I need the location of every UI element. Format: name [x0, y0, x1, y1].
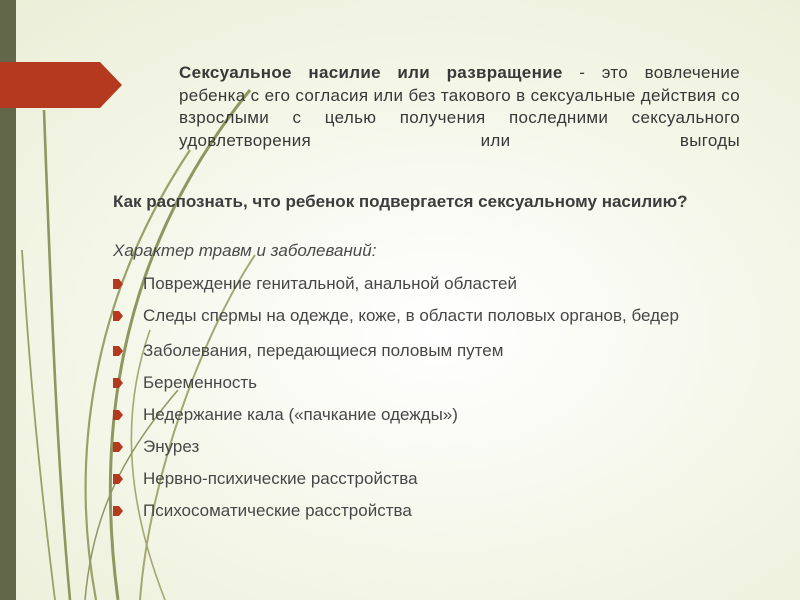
list-item-text: Энурез [143, 437, 200, 456]
list-item-text: Повреждение генитальной, анальной областей [143, 274, 517, 293]
list-item [113, 372, 753, 393]
question-heading: Как распознать, что ребенок подвергается сексуальному насилию? [113, 192, 688, 211]
arrow-bullet-icon [113, 346, 123, 356]
arrow-bullet-icon [113, 474, 123, 484]
arrow-bullet-icon [113, 506, 123, 516]
list-item-text: Нервно-психические расстройства [143, 469, 418, 488]
bullet-list [113, 273, 753, 532]
list-item-text: Заболевания, передающиеся половым путем [143, 341, 504, 360]
intro-rest: - это вовлечение ребенка с его согласия или без такового в сексуальные действия со взрослыми с целью получения последними сексуального удовлетворения или выгоды [179, 63, 740, 150]
list-item-text: Психосоматические расстройства [143, 501, 412, 520]
arrow-bullet-icon [113, 311, 123, 321]
arrow-bullet-icon [113, 410, 123, 420]
list-item [113, 340, 753, 361]
list-item-text: Беременность [143, 373, 258, 392]
arrow-bullet-icon [113, 279, 123, 289]
list-item [113, 404, 753, 425]
list-item-text: Следы спермы на одежде, коже, в области половых органов, бедер [143, 306, 679, 325]
list-item [113, 273, 753, 294]
intro-definition [179, 62, 740, 152]
list-item [113, 305, 753, 326]
arrow-bullet-icon [113, 378, 123, 388]
list-item [113, 500, 753, 521]
subheading: Характер травм и заболеваний: [113, 241, 377, 260]
list-item-text: Недержание кала («пачкание одежды») [143, 405, 458, 424]
red-arrow-icon [0, 62, 122, 108]
list-item [113, 436, 753, 457]
intro-bold-term: Сексуальное насилие или развращение [179, 63, 563, 82]
arrow-bullet-icon [113, 442, 123, 452]
list-item [113, 468, 753, 489]
